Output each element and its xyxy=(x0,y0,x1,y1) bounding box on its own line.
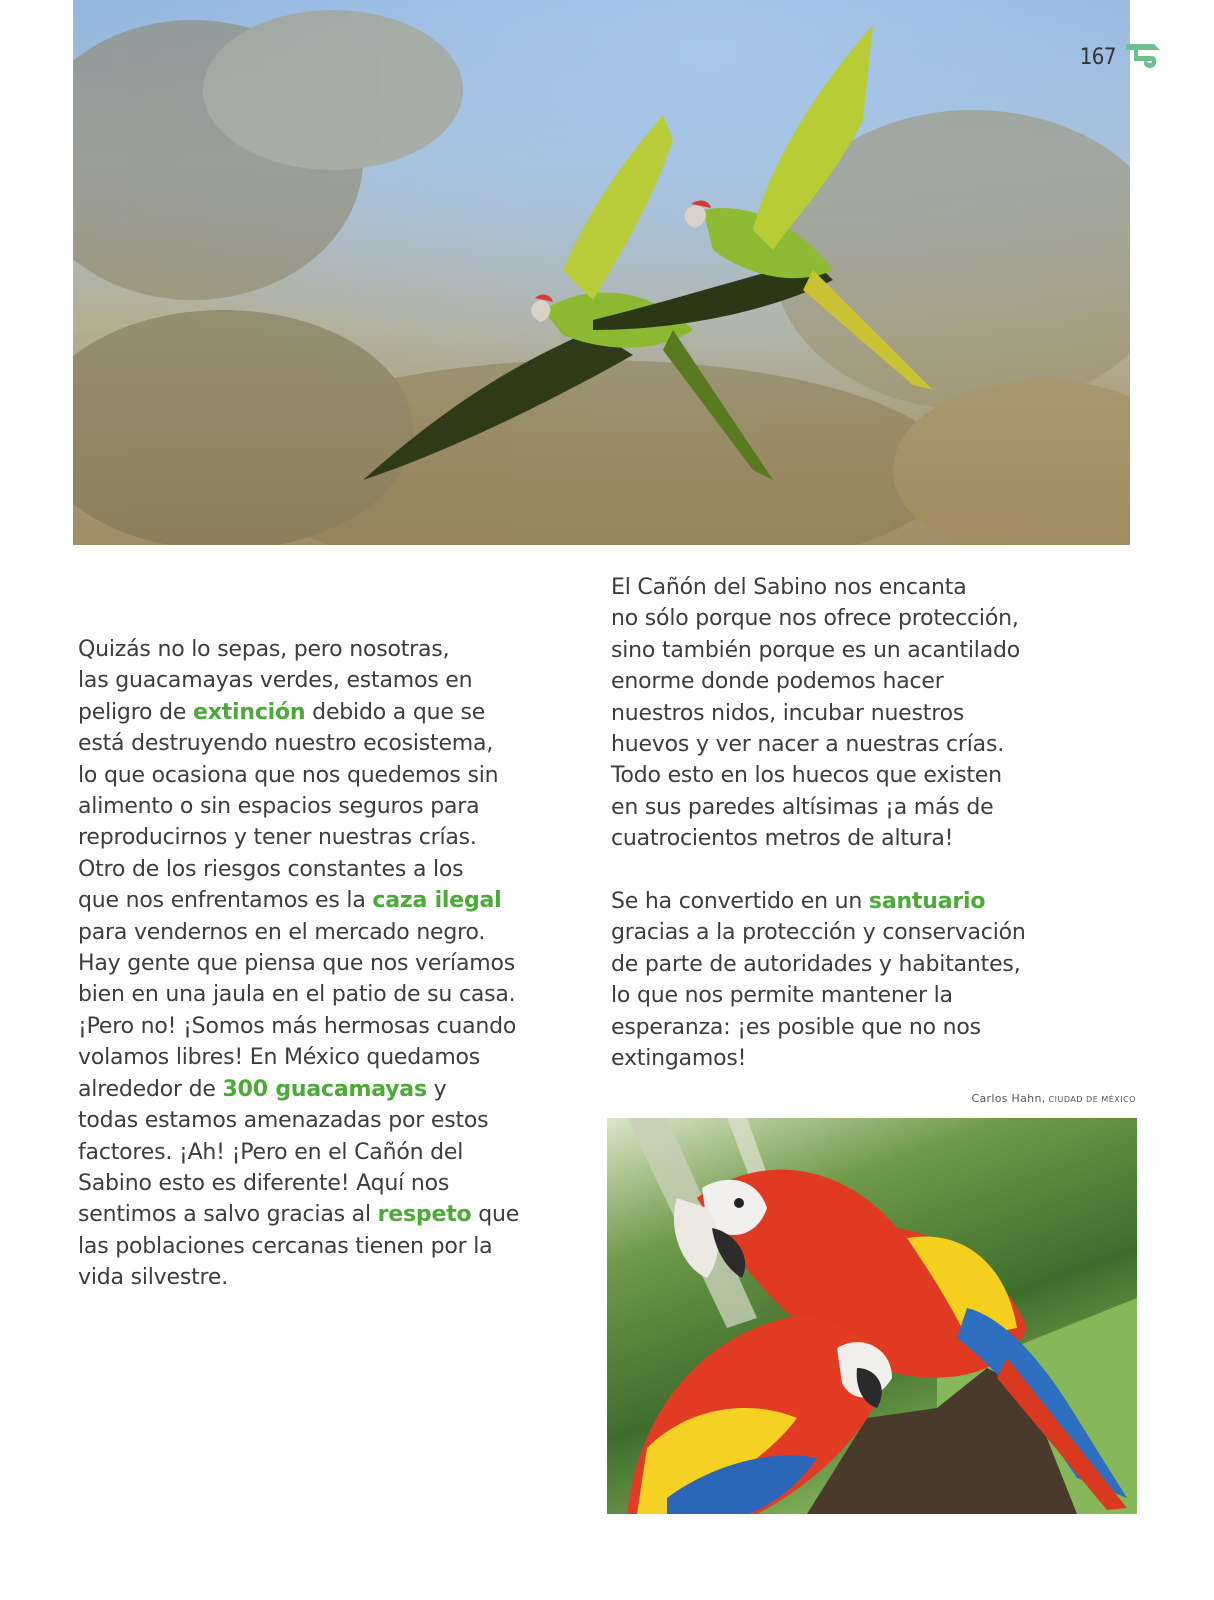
text-fragment: peligro de xyxy=(78,699,193,725)
text-line: no sólo porque nos ofrece protección, xyxy=(611,606,1019,632)
text-line: lo que ocasiona que nos quedemos sin xyxy=(78,762,499,788)
keyword-300-guacamayas: 300 guacamayas xyxy=(222,1076,427,1102)
text-line xyxy=(611,886,1026,917)
text-line: en sus paredes altísimas ¡a más de xyxy=(611,794,994,820)
page-number: 167 xyxy=(1079,44,1116,70)
text-line: Quizás no lo sepas, pero nosotras, xyxy=(78,637,450,662)
text-line: factores. ¡Ah! ¡Pero en el Cañón del xyxy=(78,1139,464,1165)
text-line xyxy=(78,1074,519,1105)
keyword-santuario: santuario xyxy=(868,889,986,914)
text-line: El Cañón del Sabino nos encanta xyxy=(611,575,967,600)
text-line: alimento o sin espacios seguros para xyxy=(78,794,480,820)
text-line: Sabino esto es diferente! Aquí nos xyxy=(78,1170,450,1196)
text-line: volamos libres! En México quedamos xyxy=(78,1045,481,1071)
text-fragment: que xyxy=(471,1202,520,1228)
keyword-caza-ilegal: caza ilegal xyxy=(372,888,502,914)
text-line: las poblaciones cercanas tienen por la xyxy=(78,1233,493,1259)
text-line: cuatrocientos metros de altura! xyxy=(611,826,954,852)
text-line: Otro de los riesgos constantes a los xyxy=(78,856,464,882)
caption-place: CIUDAD DE MÉXICO xyxy=(1045,1095,1136,1104)
book-section-icon xyxy=(1124,40,1162,74)
flying-green-macaws-photo xyxy=(73,0,1130,545)
text-fragment: y xyxy=(426,1076,447,1102)
text-fragment: Se ha convertido en un xyxy=(611,889,869,914)
text-line: nuestros nidos, incubar nuestros xyxy=(611,700,965,726)
text-line: de parte de autoridades y habitantes, xyxy=(611,951,1021,977)
text-line: todas estamos amenazadas por estos xyxy=(78,1108,489,1134)
text-fragment: debido a que se xyxy=(305,699,486,725)
text-line: gracias a la protección y conservación xyxy=(611,920,1026,946)
text-line: lo que nos permite mantener la xyxy=(611,983,953,1009)
text-line: extingamos! xyxy=(611,1046,747,1072)
text-line: huevos y ver nacer a nuestras crías. xyxy=(611,732,1005,758)
text-fragment: que nos enfrentamos es la xyxy=(78,888,373,914)
text-line: Hay gente que piensa que nos veríamos xyxy=(78,951,516,977)
keyword-extincion: extinción xyxy=(193,699,306,725)
text-line xyxy=(78,885,519,916)
text-line xyxy=(78,697,519,728)
text-line: sino también porque es un acantilado xyxy=(611,637,1021,663)
text-line: está destruyendo nuestro ecosistema, xyxy=(78,731,494,757)
scarlet-macaws-illustration xyxy=(607,1118,1137,1514)
page-folio xyxy=(1080,40,1162,74)
right-column-paragraph-2 xyxy=(611,886,1026,1074)
text-line: ¡Pero no! ¡Somos más hermosas cuando xyxy=(78,1013,517,1039)
left-column-paragraph xyxy=(78,634,519,1294)
text-line: bien en una jaula en el patio de su casa. xyxy=(78,982,516,1008)
right-column-paragraph-1 xyxy=(611,572,1020,855)
caption-author: Carlos Hahn, xyxy=(971,1092,1046,1105)
text-fragment: sentimos a salvo gracias al xyxy=(78,1202,378,1228)
text-line: enorme donde podemos hacer xyxy=(611,669,944,695)
text-line: las guacamayas verdes, estamos en xyxy=(78,668,473,694)
text-line: vida silvestre. xyxy=(78,1265,228,1291)
perched-scarlet-macaws-photo xyxy=(607,1118,1137,1514)
keyword-respeto: respeto xyxy=(377,1202,472,1228)
text-line: para vendernos en el mercado negro. xyxy=(78,919,486,945)
text-line xyxy=(78,1199,519,1230)
photo-caption xyxy=(972,1092,1137,1105)
text-line: reproducirnos y tener nuestras crías. xyxy=(78,825,477,851)
text-line: esperanza: ¡es posible que no nos xyxy=(611,1014,981,1040)
text-fragment: alrededor de xyxy=(78,1076,223,1102)
flying-macaws-illustration xyxy=(73,0,1130,545)
text-line: Todo esto en los huecos que existen xyxy=(611,763,1002,789)
